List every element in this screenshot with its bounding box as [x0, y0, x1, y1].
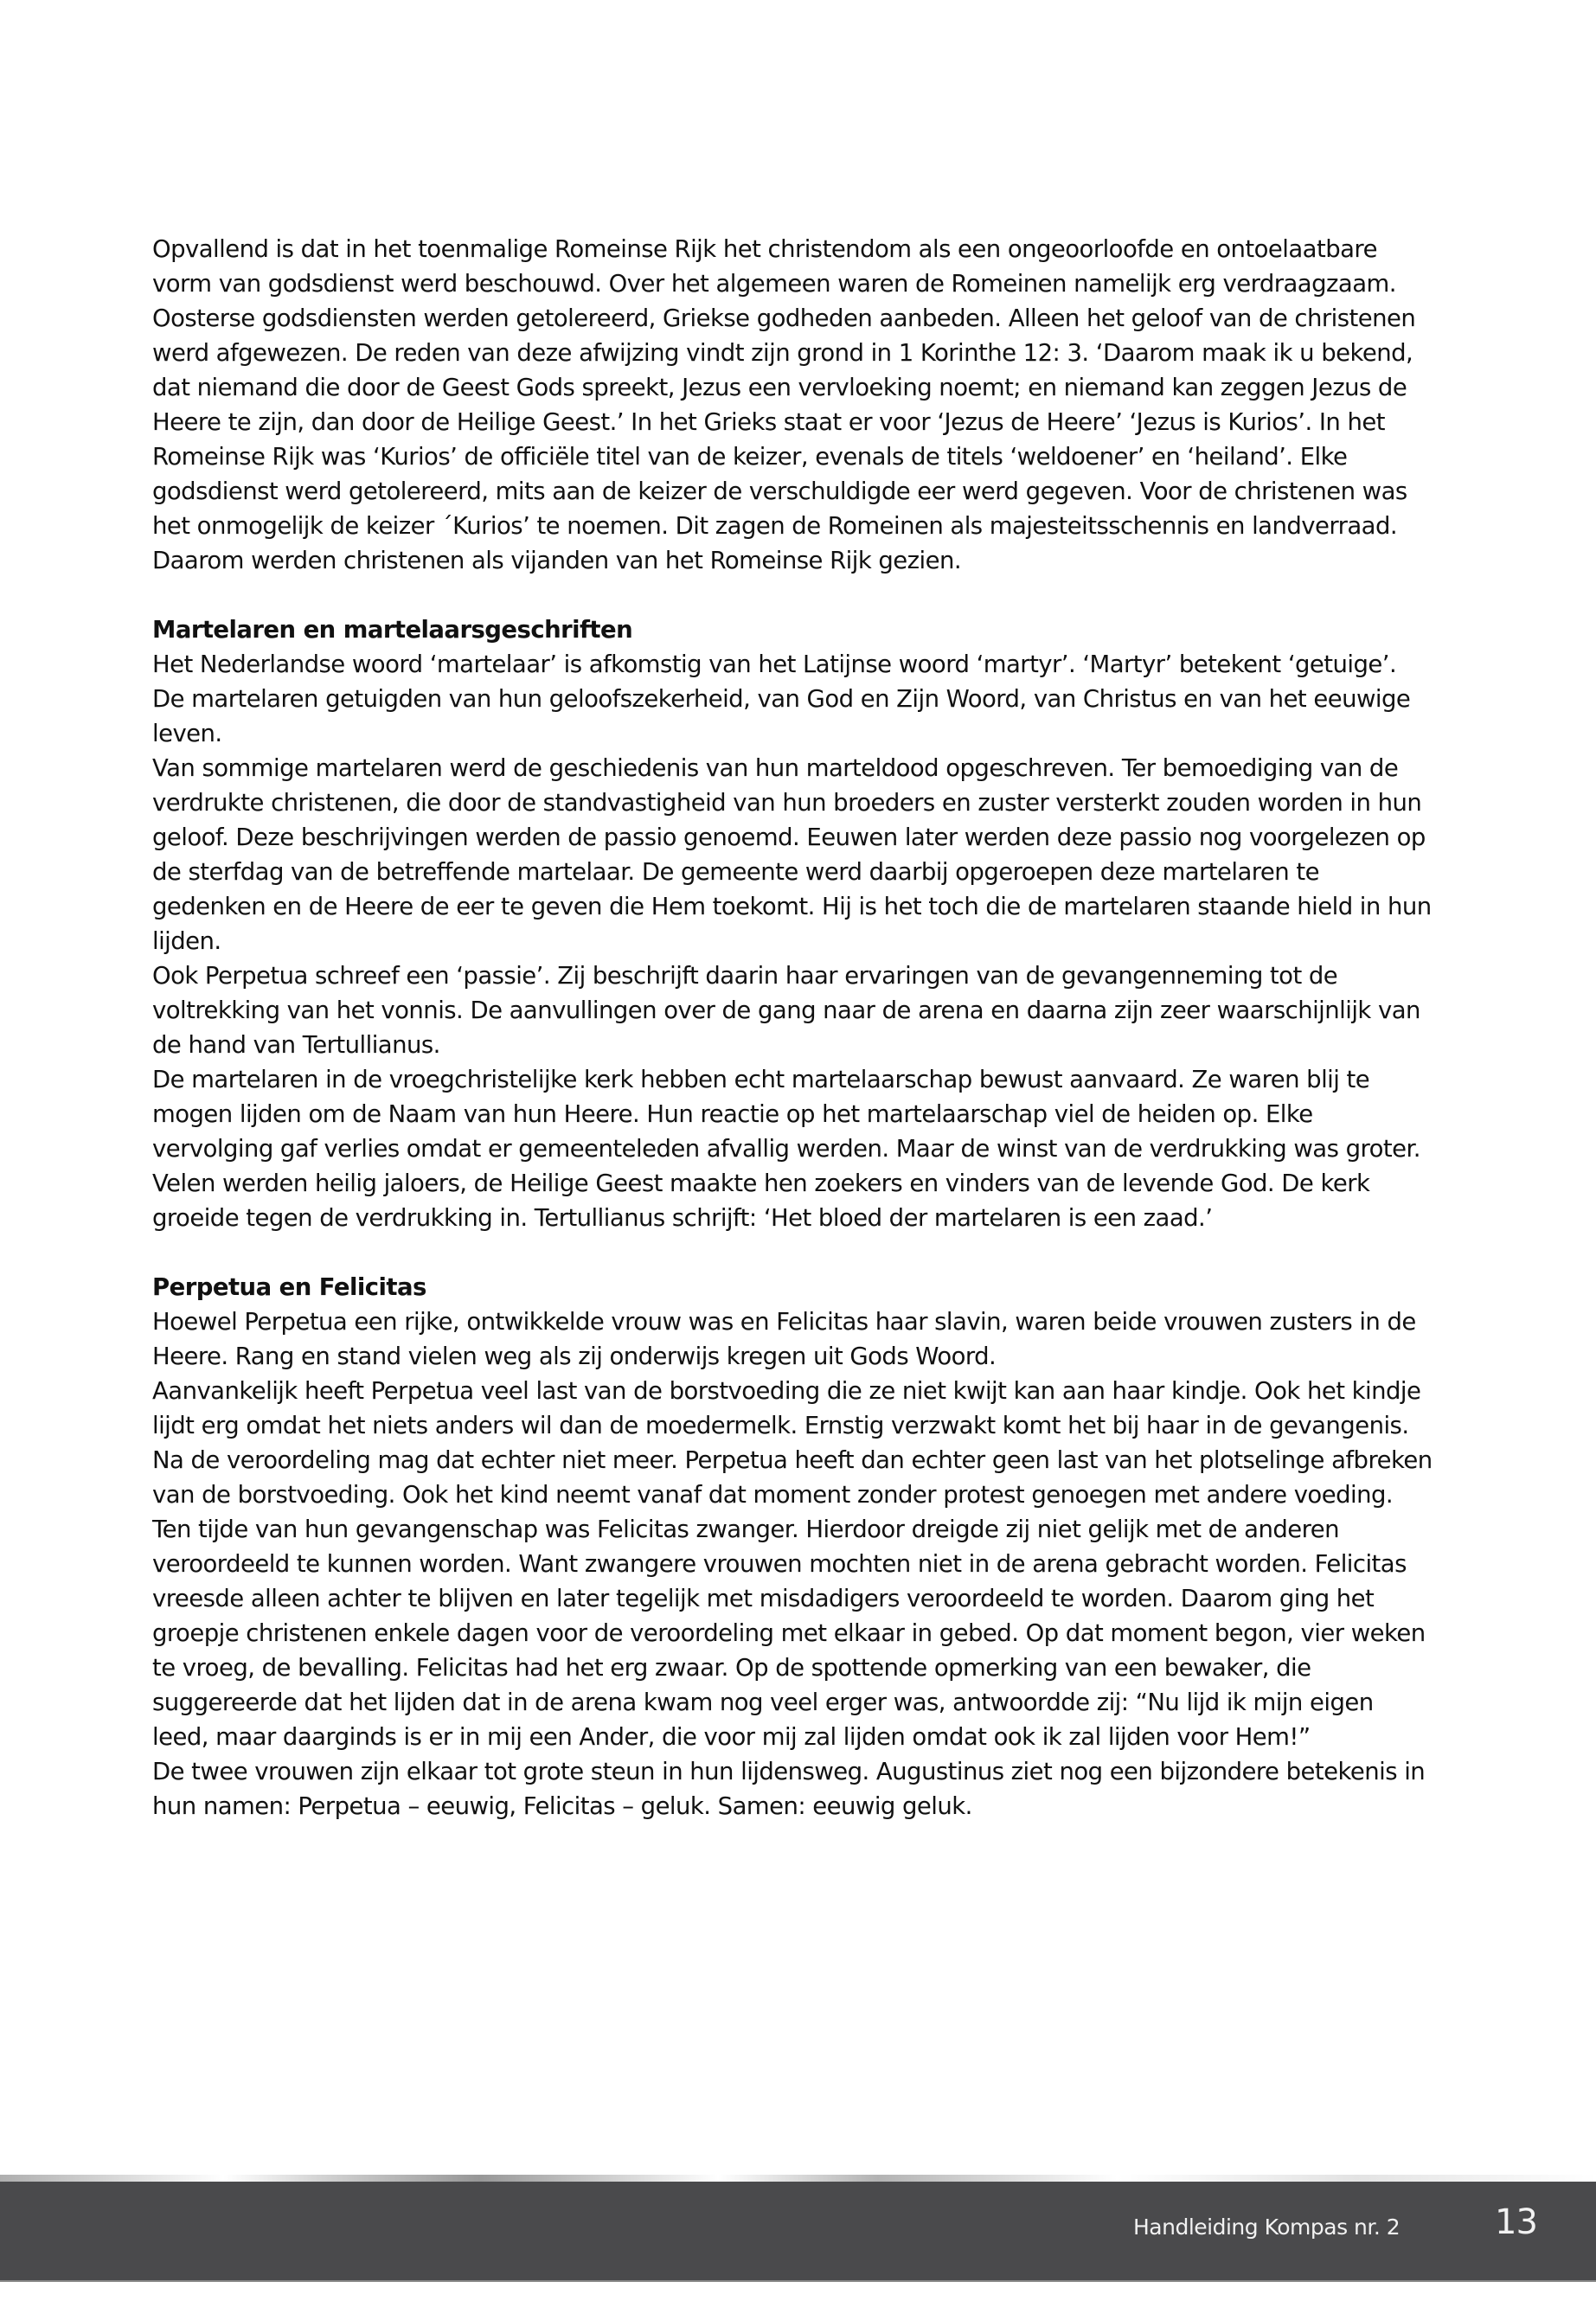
paragraph: Aanvankelijk heeft Perpetua veel last van de borstvoeding die ze niet kwijt kan aan haar kindje. Ook het kindje lijdt erg omdat het niets anders wil dan de moedermelk. Ernstig verzwakt komt het bij haar in de gevangenis. Na de veroordeling mag dat echter niet meer. Perpetua heeft dan echter geen last van het plotselinge afbreken van de borstvoeding. Ook het kind neemt vanaf dat moment zonder protest genoegen met andere voeding.	[152, 1377, 1433, 1509]
page-body	[152, 232, 1433, 1823]
paragraph: Het Nederlandse woord ‘martelaar’ is afkomstig van het Latijnse woord ‘martyr’. ‘Martyr’ betekent ‘getuige’. De martelaren getuigden van hun geloofszekerheid, van God en Zijn Woord, van Christus en van het eeuwige leven.	[152, 651, 1411, 747]
section-spacer	[152, 1235, 1433, 1270]
paragraph: Van sommige martelaren werd de geschiedenis van hun marteldood opgeschreven. Ter bemoediging van de verdrukte christenen, die door de standvastigheid van hun broeders en zuster versterkt zouden worden in hun geloof. Deze beschrijvingen werden de passio genoemd. Eeuwen later werden deze passio nog voorgelezen op de sterfdag van de betreffende martelaar. De gemeente werd daarbij opgeroepen deze martelaren te gedenken en de Heere de eer te geven die Hem toekomt. Hij is het toch die de martelaren staande hield in hun lijden.	[152, 754, 1432, 955]
paragraph: Hoewel Perpetua een rijke, ontwikkelde vrouw was en Felicitas haar slavin, waren beide vrouwen zusters in de Heere. Rang en stand vielen weg als zij onderwijs kregen uit Gods Woord.	[152, 1308, 1416, 1370]
section-martelaren	[152, 612, 1433, 1235]
paragraph: De twee vrouwen zijn elkaar tot grote steun in hun lijdensweg. Augustinus ziet nog een bijzondere betekenis in hun namen: Perpetua – eeuwig, Felicitas – geluk. Samen: eeuwig geluk.	[152, 1758, 1426, 1820]
paragraph: Ten tijde van hun gevangenschap was Felicitas zwanger. Hierdoor dreigde zij niet gelijk met de anderen veroordeeld te kunnen worden. Want zwangere vrouwen mochten niet in de arena gebracht worden. Felicitas vreesde alleen achter te blijven en later tegelijk met misdadigers veroordeeld te worden. Daarom ging het groepje christenen enkele dagen voor de veroordeling met elkaar in gebed. Op dat moment begon, vier weken te vroeg, de bevalling. Felicitas had het erg zwaar. Op de spottende opmerking van een bewaker, die suggereerde dat het lijden dat in de arena kwam nog veel erger was, antwoordde zij: “Nu lijd ik mijn eigen leed, maar daarginds is er in mij een Ander, die voor mij zal lijden omdat ook ik zal lijden voor Hem!”	[152, 1516, 1426, 1751]
paragraph: Ook Perpetua schreef een ‘passie’. Zij beschrijft daarin haar ervaringen van de gevangenneming tot de voltrekking van het vonnis. De aanvullingen over de gang naar de arena en daarna zijn zeer waarschijnlijk van de hand van Tertullianus.	[152, 962, 1420, 1059]
section-intro	[152, 232, 1433, 578]
footer-title: Handleiding Kompas nr. 2	[1133, 2214, 1401, 2240]
section-heading: Martelaren en martelaarsgeschriften	[152, 616, 633, 644]
paragraph: De martelaren in de vroegchristelijke kerk hebben echt martelaarschap bewust aanvaard. Ze waren blij te mogen lijden om de Naam van hun Heere. Hun reactie op het martelaarschap viel de heiden op. Elke vervolging gaf verlies omdat er gemeenteleden afvallig werden. Maar de winst van de verdrukking was groter. Velen werden heilig jaloers, de Heilige Geest maakte hen zoekers en vinders van de levende God. De kerk groeide tegen de verdrukking in. Tertullianus schrijft: ‘Het bloed der martelaren is een zaad.’	[152, 1066, 1420, 1232]
page-number: 13	[1495, 2202, 1537, 2242]
section-perpetua-felicitas	[152, 1270, 1433, 1823]
paragraph: Opvallend is dat in het toenmalige Romeinse Rijk het christendom als een ongeoorloofde en ontoelaatbare vorm van godsdienst werd beschouwd. Over het algemeen waren de Romeinen namelijk erg verdraagzaam. Oosterse godsdiensten werden getolereerd, Griekse godheden aanbeden. Alleen het geloof van de christenen werd afgewezen. De reden van deze afwijzing vindt zijn grond in 1 Korinthe 12: 3. ‘Daarom maak ik u bekend, dat niemand die door de Geest Gods spreekt, Jezus een vervloeking noemt; en niemand kan zeggen Jezus de Heere te zijn, dan door de Heilige Geest.’ In het Grieks staat er voor ‘Jezus de Heere’ ‘Jezus is Kurios’. In het Romeinse Rijk was ‘Kurios’ de officiële titel van de keizer, evenals de titels ‘weldoener’ en ‘heiland’. Elke godsdienst werd getolereerd, mits aan de keizer de verschuldigde eer werd gegeven. Voor de christenen was het onmogelijk de keizer ´Kurios’ te noemen. Dit zagen de Romeinen als majesteitsschennis en landverraad. Daarom werden christenen als vijanden van het Romeinse Rijk gezien.	[152, 235, 1416, 574]
section-spacer	[152, 578, 1433, 612]
section-heading: Perpetua en Felicitas	[152, 1273, 426, 1301]
